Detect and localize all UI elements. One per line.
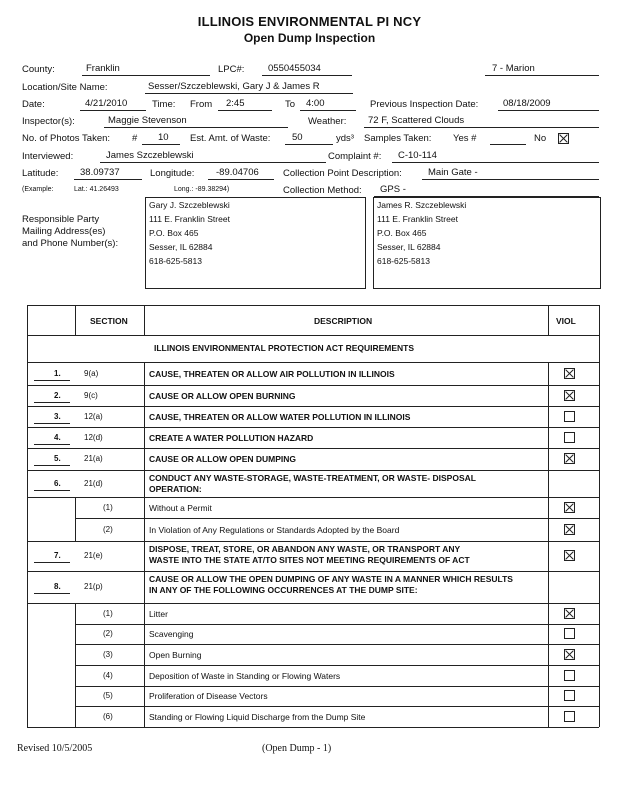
- example-longitude: Long.: -89.38294): [174, 186, 230, 193]
- row-number: 2.: [54, 390, 61, 400]
- viol-checkbox[interactable]: [564, 649, 575, 660]
- region-value: 7 - Marion: [492, 63, 535, 74]
- row-section: (5): [103, 691, 113, 700]
- from-label: From: [190, 99, 213, 110]
- lpc-underline: [262, 75, 352, 76]
- row-divider: [27, 571, 599, 572]
- row-divider: [75, 706, 599, 707]
- column-header-viol: VIOL: [556, 316, 576, 326]
- complaint-label: Complaint #:: [328, 151, 382, 162]
- row-description: Litter: [149, 608, 168, 619]
- interviewed-label: Interviewed:: [22, 151, 74, 162]
- longitude-value: -89.04706: [216, 167, 259, 178]
- viol-checkbox[interactable]: [564, 608, 575, 619]
- header-divider-3: [548, 305, 549, 335]
- row-description: Without a Permit: [149, 502, 212, 513]
- weather-label: Weather:: [308, 116, 347, 127]
- row-section: 21(a): [84, 454, 103, 463]
- row-description: Scavenging: [149, 629, 194, 639]
- row-description: CAUSE, THREATEN OR ALLOW WATER POLLUTION IN ILLINOIS: [149, 411, 411, 422]
- row-number: 7.: [54, 551, 61, 560]
- lpc-value: 0550455034: [268, 63, 321, 74]
- latitude-underline: [74, 179, 142, 180]
- county-value: Franklin: [86, 63, 120, 74]
- example-latitude: Lat.: 41.26493: [74, 186, 119, 193]
- header-divider-2: [144, 305, 145, 335]
- collection-point-underline: [422, 179, 599, 180]
- previous-inspection-underline: [498, 110, 599, 111]
- row-number: 8.: [54, 582, 61, 591]
- row-divider: [27, 541, 599, 542]
- responsible-party-label: Responsible Party Mailing Address(es) and Phone Number(s):: [22, 214, 119, 249]
- weather-value: 72 F, Scattered Clouds: [368, 115, 465, 126]
- row-number-underline: [34, 402, 70, 403]
- samples-no-label: No: [534, 133, 547, 144]
- column-header-section: SECTION: [90, 316, 128, 326]
- previous-inspection-label: Previous Inspection Date:: [370, 99, 479, 110]
- row-divider: [75, 686, 599, 687]
- row-section: 21(e): [84, 551, 103, 560]
- site-label: Location/Site Name:: [22, 82, 108, 93]
- table-top-border: [27, 305, 599, 306]
- row-number-underline: [34, 490, 70, 491]
- act-title-bottom-border: [27, 362, 599, 363]
- row-divider: [75, 518, 599, 519]
- row-description: Standing or Flowing Liquid Discharge from the Dump Site: [149, 711, 366, 722]
- row-number: 1.: [54, 369, 61, 378]
- row-number-underline: [34, 423, 70, 424]
- waste-amount-value: 50: [292, 132, 303, 143]
- table-right-border: [599, 305, 600, 727]
- row-section: 21(d): [84, 478, 103, 488]
- row-section: (6): [103, 711, 113, 721]
- to-underline: [300, 110, 356, 111]
- row-number: 5.: [54, 454, 61, 463]
- waste-amount-label: Est. Amt. of Waste:: [190, 133, 271, 144]
- row-description: CONDUCT ANY WASTE-STORAGE, WASTE-TREATMENT, OR WASTE- DISPOSAL OPERATION:: [149, 473, 476, 494]
- viol-checkbox[interactable]: [564, 670, 575, 681]
- time-label: Time:: [152, 99, 176, 110]
- row-section: (1): [103, 608, 113, 618]
- row-description: DISPOSE, TREAT, STORE, OR ABANDON ANY WASTE, OR TRANSPORT ANY WASTE INTO THE STATE AT/TO SITES NOT MEETING REQUIREMENTS OF ACT: [149, 544, 470, 565]
- act-requirements-title: ILLINOIS ENVIRONMENTAL PROTECTION ACT REQUIREMENTS: [154, 343, 415, 353]
- row-description: CAUSE OR ALLOW OPEN DUMPING: [149, 454, 297, 464]
- row-section: 21(p): [84, 582, 103, 591]
- row-divider: [75, 644, 599, 645]
- row-section: 12(a): [84, 411, 103, 421]
- collection-point-label: Collection Point Description:: [283, 168, 402, 179]
- viol-checkbox[interactable]: [564, 711, 575, 722]
- row-section: (2): [103, 629, 113, 638]
- collection-method-label: Collection Method:: [283, 185, 362, 196]
- row-description: Open Burning: [149, 649, 202, 660]
- inspector-label: Inspector(s):: [22, 116, 75, 127]
- longitude-underline: [208, 179, 274, 180]
- lpc-label: LPC#:: [218, 64, 245, 75]
- header-bottom-border: [27, 335, 599, 336]
- form-agency-title: ILLINOIS ENVIRONMENTAL PI NCY: [197, 14, 422, 29]
- row-number-underline: [34, 465, 70, 466]
- inspector-underline: [104, 127, 288, 128]
- page-label: (Open Dump - 1): [262, 743, 332, 754]
- responsible-party-box-2: [373, 197, 601, 289]
- viol-checkbox[interactable]: [564, 411, 575, 422]
- previous-inspection-value: 08/18/2009: [503, 98, 551, 109]
- row-section: (3): [103, 649, 113, 659]
- complaint-value: C-10-114: [398, 150, 437, 161]
- revised-date: Revised 10/5/2005: [17, 743, 93, 754]
- to-value: 4:00: [306, 98, 325, 109]
- photos-value: 10: [158, 132, 169, 143]
- county-underline: [82, 75, 210, 76]
- weather-underline: [364, 127, 599, 128]
- row-description: Deposition of Waste in Standing or Flowing Waters: [149, 670, 341, 681]
- latitude-label: Latitude:: [22, 168, 59, 179]
- from-value: 2:45: [226, 98, 245, 109]
- photos-underline: [142, 144, 180, 145]
- to-label: To: [285, 99, 296, 110]
- row-description: In Violation of Any Regulations or Standards Adopted by the Board: [149, 524, 400, 535]
- samples-yes-label: Yes #: [453, 133, 477, 144]
- row-description: CREATE A WATER POLLUTION HAZARD: [149, 432, 314, 443]
- row-number: 4.: [54, 432, 61, 442]
- row-number-underline: [34, 593, 70, 594]
- responsible-party-address-1: Gary J. Szczeblewski 111 E. Franklin Street P.O. Box 465 Sesser, IL 62884 618-625-5813: [149, 200, 230, 266]
- header-divider-1: [75, 305, 76, 335]
- viol-checkbox[interactable]: [564, 550, 575, 561]
- body-divider-viol: [548, 362, 549, 727]
- row-number-underline: [34, 444, 70, 445]
- samples-no-checkbox[interactable]: [558, 133, 569, 144]
- inspector-value: Maggie Stevenson: [108, 115, 187, 126]
- row-section: 9(c): [84, 390, 98, 400]
- row-section: (2): [103, 524, 113, 534]
- row-description: CAUSE, THREATEN OR ALLOW AIR POLLUTION IN ILLINOIS: [149, 369, 395, 379]
- date-value: 4/21/2010: [85, 98, 128, 109]
- from-underline: [218, 110, 272, 111]
- column-header-description: DESCRIPTION: [314, 316, 373, 326]
- row-number: 3.: [54, 411, 61, 421]
- site-value: Sesser/Szczeblewski, Gary J & James R: [148, 81, 320, 92]
- row-divider: [27, 448, 599, 449]
- responsible-party-address-2: James R. Szczeblewski 111 E. Franklin Street P.O. Box 465 Sesser, IL 62884 618-625-5813: [377, 200, 467, 266]
- row-description: CAUSE OR ALLOW OPEN BURNING: [149, 390, 296, 401]
- longitude-label: Longitude:: [150, 168, 195, 179]
- samples-yes-underline: [490, 144, 526, 145]
- interviewed-value: James Szczeblewski: [106, 150, 194, 161]
- row-description: Proliferation of Disease Vectors: [149, 691, 268, 701]
- responsible-party-box-1: [145, 197, 366, 289]
- row-number-underline: [34, 380, 70, 381]
- row-section: (1): [103, 502, 113, 512]
- viol-checkbox[interactable]: [564, 628, 575, 639]
- row-divider: [27, 497, 599, 498]
- body-divider-description: [144, 362, 145, 727]
- photos-hash: #: [132, 133, 138, 144]
- interviewed-underline: [100, 162, 326, 163]
- viol-checkbox[interactable]: [564, 524, 575, 535]
- viol-checkbox[interactable]: [564, 502, 575, 513]
- photos-label: No. of Photos Taken:: [22, 133, 111, 144]
- viol-checkbox[interactable]: [564, 390, 575, 401]
- samples-label: Samples Taken:: [364, 133, 432, 144]
- waste-unit: yds³: [336, 133, 354, 144]
- complaint-underline: [392, 162, 599, 163]
- row-divider: [27, 603, 599, 604]
- row-section: (4): [103, 670, 113, 680]
- date-label: Date:: [22, 99, 45, 110]
- body-divider-sub-21d: [75, 497, 76, 541]
- region-underline: [485, 75, 599, 76]
- row-divider: [27, 427, 599, 428]
- waste-amount-underline: [285, 144, 333, 145]
- site-underline: [145, 93, 353, 94]
- row-divider: [75, 624, 599, 625]
- collection-point-value: Main Gate -: [428, 167, 478, 178]
- table-left-border: [27, 305, 28, 727]
- viol-checkbox[interactable]: [564, 432, 575, 443]
- viol-checkbox[interactable]: [564, 368, 575, 379]
- row-number: 6.: [54, 478, 61, 488]
- row-number-underline: [34, 562, 70, 563]
- latitude-value: 38.09737: [80, 167, 120, 178]
- county-label: County:: [22, 64, 55, 75]
- row-divider: [75, 665, 599, 666]
- table-bottom-border: [27, 727, 599, 728]
- date-underline: [80, 110, 146, 111]
- row-divider: [27, 385, 599, 386]
- example-label: (Example:: [22, 186, 54, 193]
- row-section: 12(d): [84, 432, 103, 442]
- row-divider: [27, 470, 599, 471]
- row-divider: [27, 406, 599, 407]
- row-section: 9(a): [84, 369, 99, 378]
- row-description: CAUSE OR ALLOW THE OPEN DUMPING OF ANY WASTE IN A MANNER WHICH RESULTS IN ANY OF THE FOLLOWING OCCURRENCES AT THE DUMP SITE:: [149, 574, 513, 595]
- viol-checkbox[interactable]: [564, 453, 575, 464]
- collection-method-value: GPS -: [380, 184, 406, 195]
- form-title: Open Dump Inspection: [243, 31, 376, 45]
- viol-checkbox[interactable]: [564, 690, 575, 701]
